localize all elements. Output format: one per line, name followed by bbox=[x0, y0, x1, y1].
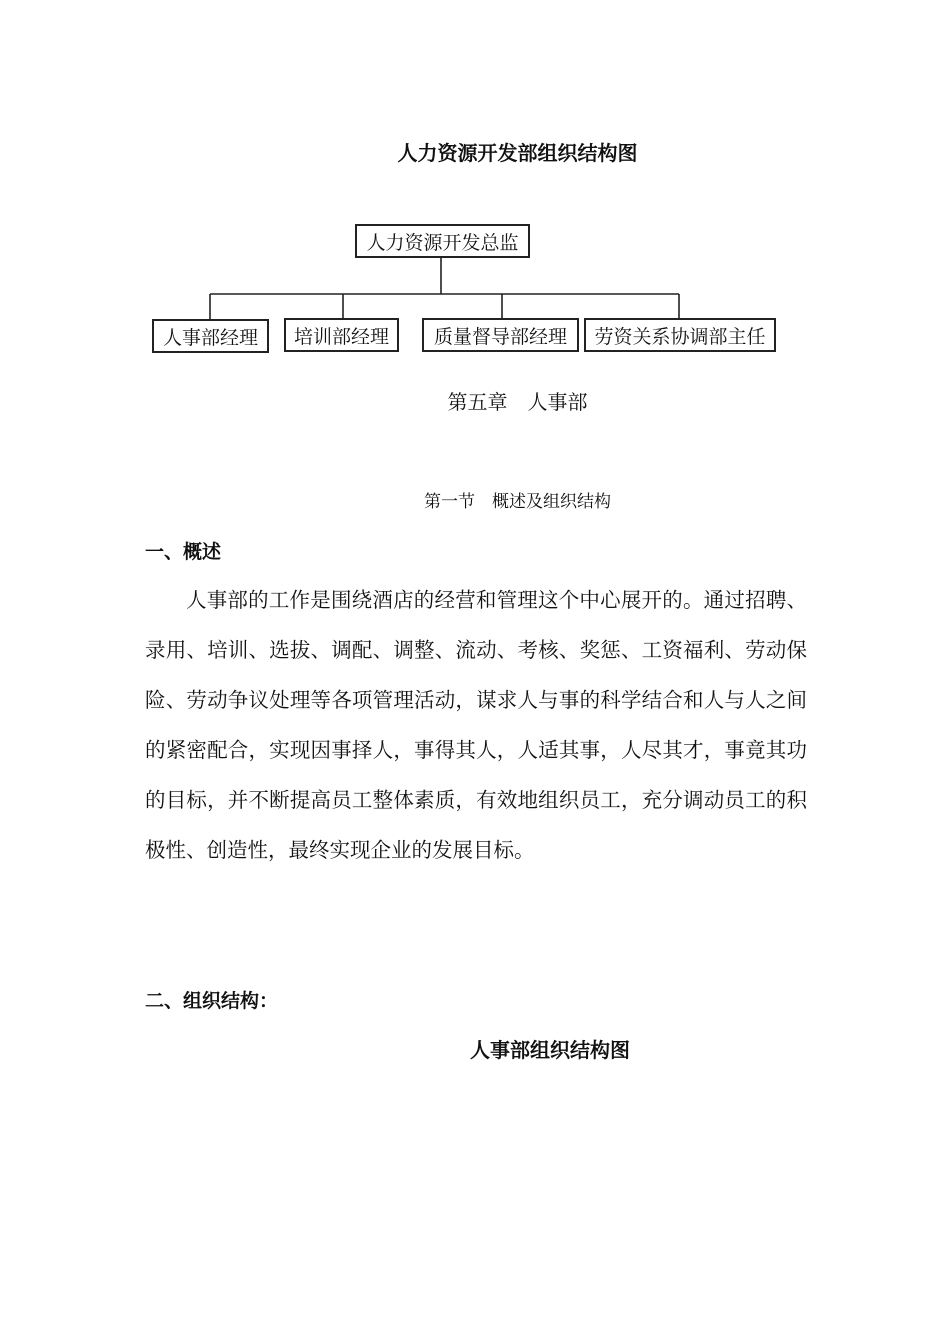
chapter-heading: 第五章 人事部 bbox=[447, 390, 588, 414]
org-structure-heading: 二、组织结构： bbox=[145, 990, 279, 1012]
hr-org-chart-title: 人事部组织结构图 bbox=[470, 1038, 630, 1062]
section-heading: 第一节 概述及组织结构 bbox=[424, 492, 611, 512]
overview-paragraph: 人事部的工作是围绕酒店的经营和管理这个中心展开的。通过招聘、录用、培训、选拔、调配、调整、流动、考核、奖惩、工资福利、劳动保险、劳动争议处理等各项管理活动，谋求人与事的科学结合和人与人之间的紧密配合，实现因事择人，事得其人，人适其事，人尽其才，事竟其功的目标，并不断提高员工整体素质，有效地组织员工，充分调动员工的积极性、创造性，最终实现企业的发展目标。 bbox=[145, 588, 807, 862]
document-title: 人力资源开发部组织结构图 bbox=[397, 141, 638, 165]
overview-heading: 一、概述 bbox=[145, 541, 222, 563]
org-node-training-manager: 培训部经理 bbox=[284, 318, 399, 352]
org-node-hr-manager: 人事部经理 bbox=[152, 319, 269, 353]
org-node-labor-relations-director: 劳资关系协调部主任 bbox=[584, 318, 776, 352]
org-node-quality-manager: 质量督导部经理 bbox=[422, 318, 579, 352]
org-node-director: 人力资源开发总监 bbox=[355, 224, 530, 258]
